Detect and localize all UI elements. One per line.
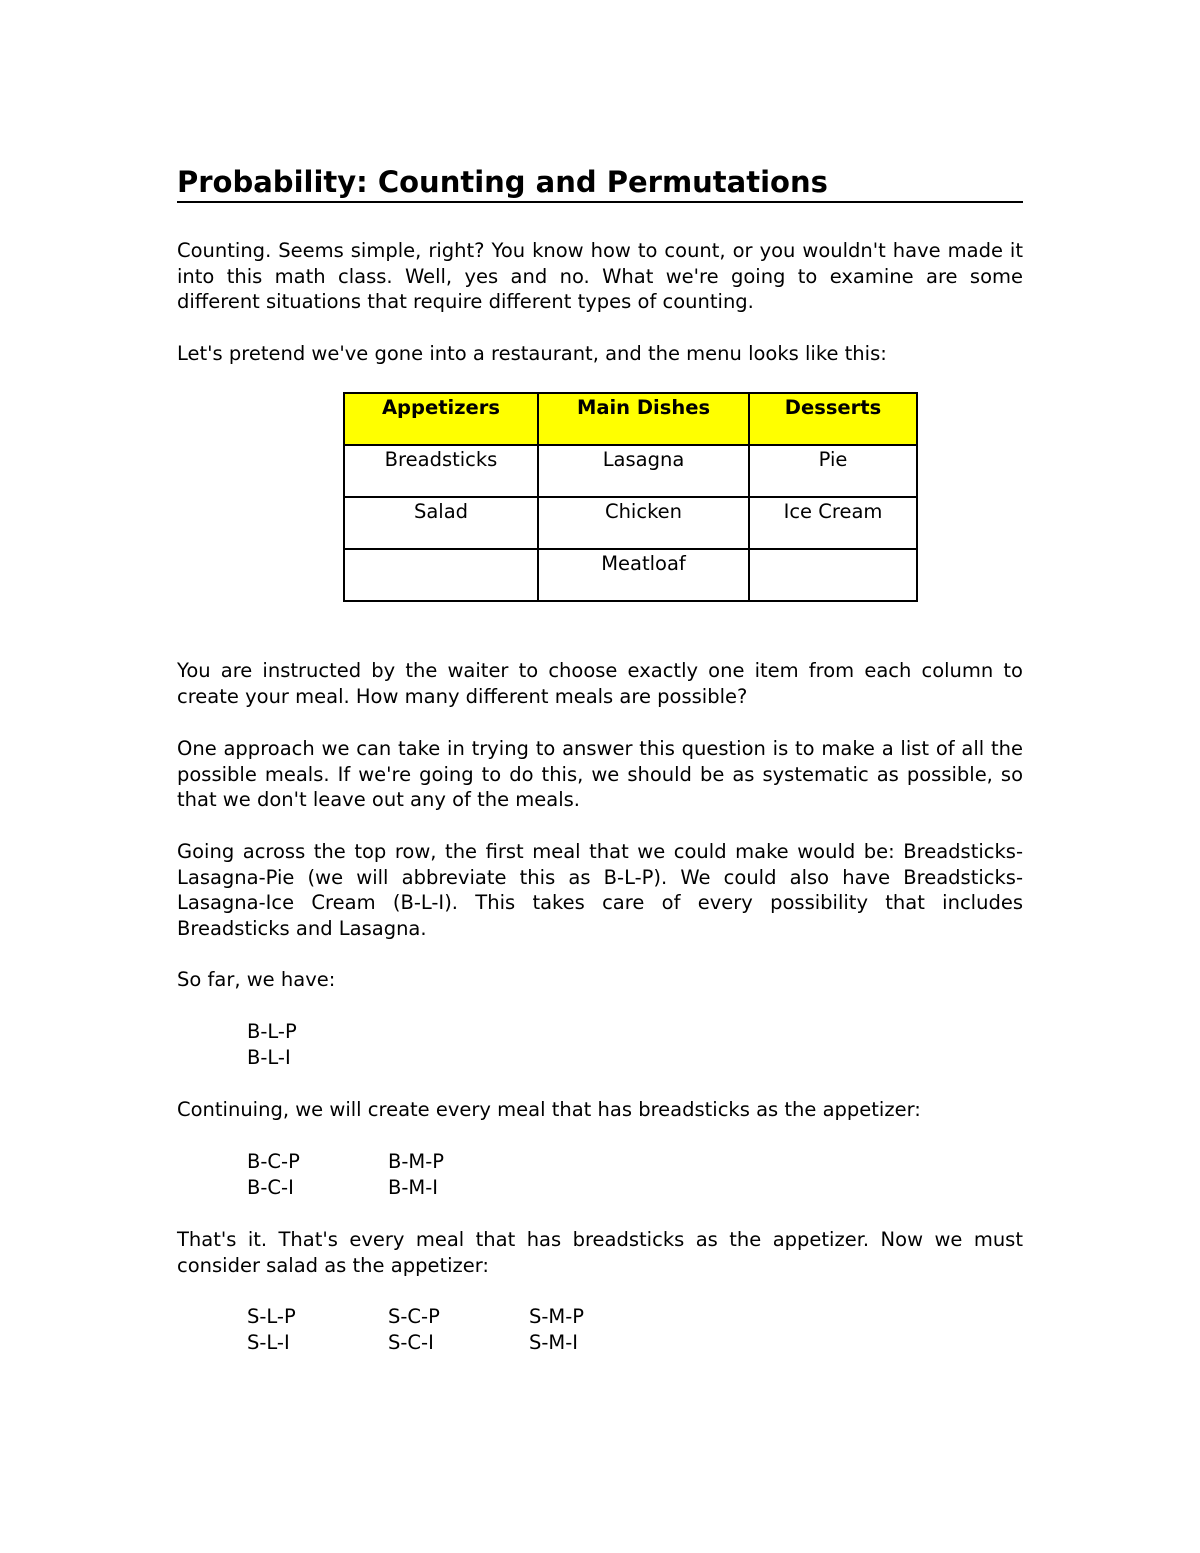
meal-column [529, 1304, 584, 1355]
menu-cell: Ice Cream [749, 497, 917, 549]
menu-row [344, 549, 917, 601]
menu-header-row [344, 393, 917, 445]
meal-item: B-L-I [247, 1045, 291, 1069]
meal-item: B-C-P [247, 1150, 300, 1173]
menu-table [343, 392, 918, 602]
meal-item: S-C-P [388, 1305, 440, 1328]
menu-row [344, 497, 917, 549]
so-far-paragraph: So far, we have: [177, 968, 336, 991]
title-underline [177, 201, 1023, 203]
approach-paragraph: One approach we can take in trying to answer this question is to make a list of all the possible meals. If we're going to do this, we should be as systematic as possible, so that we don't leave out any of the meals. [177, 737, 1023, 811]
menu-cell [749, 549, 917, 601]
meal-item: S-L-P [247, 1305, 296, 1328]
menu-cell: Chicken [538, 497, 749, 549]
top-row-paragraph: Going across the top row, the first meal that we could make would be: Breadsticks-Lasagna-Pie (we will abbreviate this as B-L-P). We could also have Breadsticks-Lasagna-Ice Cream (B-L-I). This takes care of every possibility that includes Breadsticks and Lasagna. [177, 840, 1023, 940]
meal-item: S-C-I [388, 1330, 434, 1354]
meal-item: B-M-P [388, 1150, 445, 1173]
menu-cell: Salad [344, 497, 538, 549]
menu-cell [344, 549, 538, 601]
meal-column [247, 1304, 296, 1355]
menu-row [344, 445, 917, 497]
page-title: Probability: Counting and Permutations [177, 165, 828, 199]
intro-paragraph: Counting. Seems simple, right? You know how to count, or you wouldn't have made it into this math class. Well, yes and no. What we're going to examine are some different situations that require different types of counting. [177, 239, 1023, 313]
meal-item: B-L-P [247, 1020, 297, 1043]
meal-column [247, 1019, 297, 1070]
meal-item: B-M-I [388, 1175, 439, 1199]
menu-cell: Breadsticks [344, 445, 538, 497]
meal-column [247, 1149, 300, 1200]
continuing-paragraph: Continuing, we will create every meal that has breadsticks as the appetizer: [177, 1098, 921, 1121]
menu-cell: Lasagna [538, 445, 749, 497]
thats-it-paragraph: That's it. That's every meal that has breadsticks as the appetizer. Now we must consider salad as the appetizer: [177, 1228, 1023, 1277]
menu-header-main-dishes: Main Dishes [538, 393, 749, 445]
meal-column [388, 1149, 444, 1200]
meal-item: S-M-P [529, 1305, 585, 1328]
meal-item: S-L-I [247, 1330, 290, 1354]
menu-header-appetizers: Appetizers [344, 393, 538, 445]
menu-cell: Pie [749, 445, 917, 497]
meal-item: B-C-I [247, 1175, 294, 1199]
instruction-paragraph: You are instructed by the waiter to choose exactly one item from each column to create your meal. How many different meals are possible? [177, 659, 1023, 708]
meal-item: S-M-I [529, 1330, 579, 1354]
menu-cell: Meatloaf [538, 549, 749, 601]
menu-intro-paragraph: Let's pretend we've gone into a restaurant, and the menu looks like this: [177, 342, 887, 365]
menu-header-desserts: Desserts [749, 393, 917, 445]
meal-column [388, 1304, 440, 1355]
